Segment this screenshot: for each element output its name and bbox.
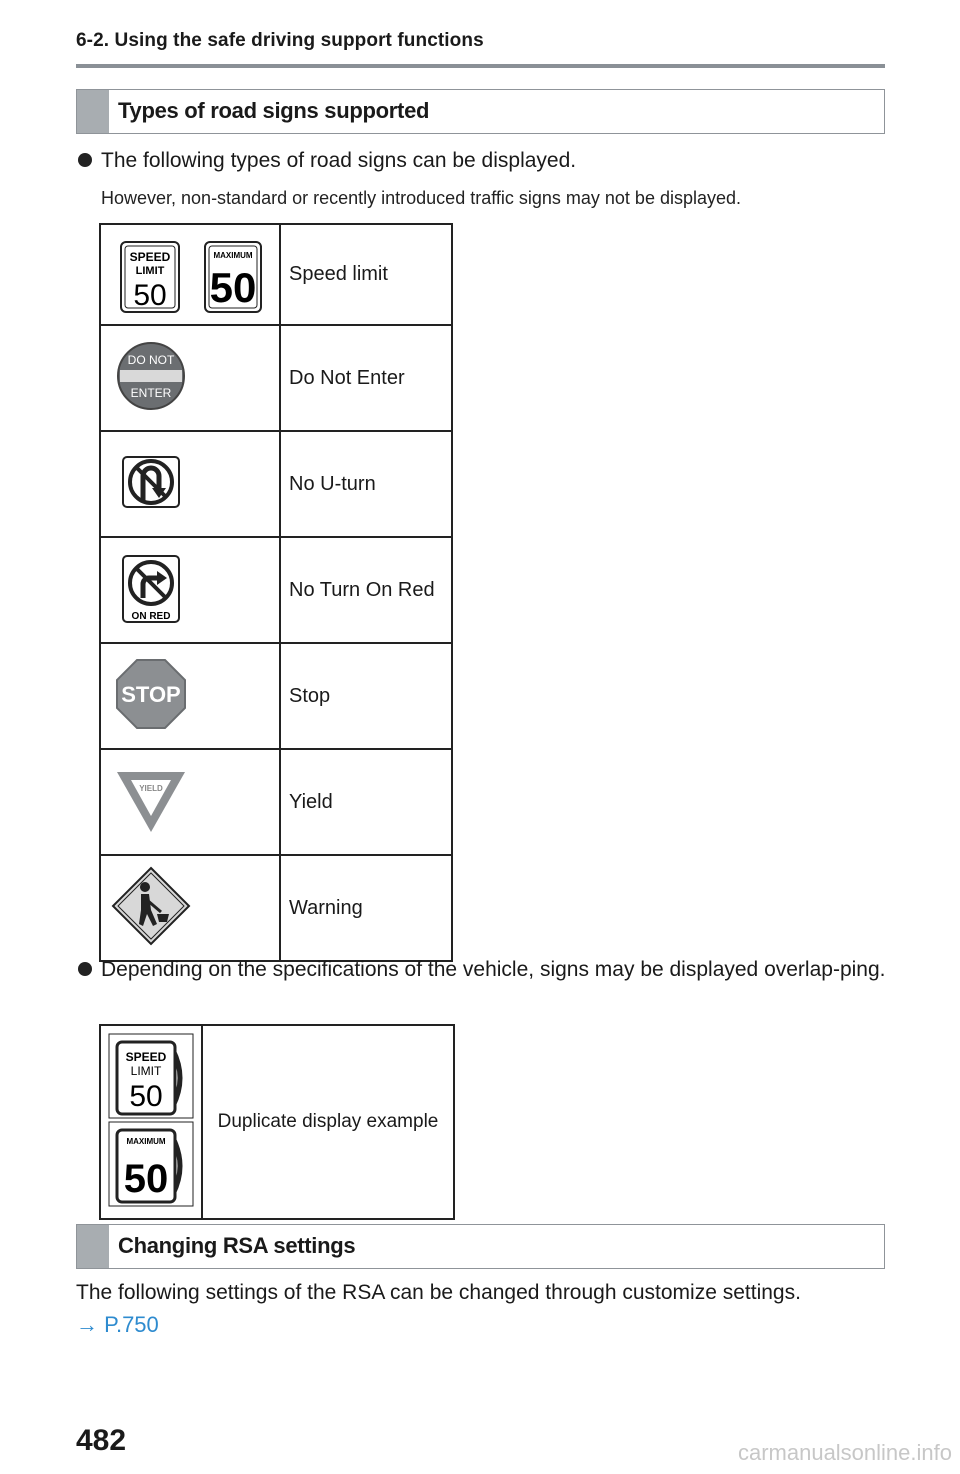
duplicate-label: Duplicate display example xyxy=(202,1025,454,1219)
sign-label: Stop xyxy=(280,643,452,749)
table-row xyxy=(100,431,452,537)
enter-text: ENTER xyxy=(130,386,172,400)
speed-text: SPEED xyxy=(129,250,171,264)
table-row xyxy=(100,224,452,325)
sign-label: No Turn On Red xyxy=(280,537,452,643)
section-heading-road-signs xyxy=(76,89,885,134)
speed-value-text: 50 xyxy=(133,279,167,312)
bullet-text: The following types of road signs can be displayed. xyxy=(101,149,577,172)
yield-text: YIELD xyxy=(139,784,163,793)
maximum-text: MAXIMUM xyxy=(213,251,253,260)
bullet-item xyxy=(76,954,886,985)
on-red-text: ON RED xyxy=(131,611,171,622)
warning-sign-icon xyxy=(101,856,279,955)
table-row xyxy=(100,1025,454,1219)
section-title: Types of road signs supported xyxy=(118,98,430,123)
section-bar xyxy=(77,90,109,133)
maximum-value-text: 50 xyxy=(123,1157,169,1201)
section-title: Changing RSA settings xyxy=(118,1233,356,1258)
speed-text: SPEED xyxy=(125,1050,167,1064)
watermark: carmanualsonline.info xyxy=(737,1440,952,1465)
sign-label: Warning xyxy=(280,855,452,961)
road-signs-table xyxy=(99,223,453,962)
stop-sign-icon xyxy=(101,644,279,743)
do-not-enter-sign-icon xyxy=(101,326,279,425)
no-u-turn-sign-icon xyxy=(101,432,279,531)
table-row xyxy=(100,749,452,855)
do-not-text: DO NOT xyxy=(127,353,175,367)
bullet-icon xyxy=(78,962,92,976)
table-row xyxy=(100,325,452,431)
note-text: However, non-standard or recently introduced traffic signs may not be displayed. xyxy=(101,188,742,208)
maximum-text: MAXIMUM xyxy=(126,1137,166,1146)
sign-label: Do Not Enter xyxy=(280,325,452,431)
yield-sign-icon xyxy=(101,750,279,849)
sign-label: No U-turn xyxy=(280,431,452,537)
bullet-item xyxy=(76,145,886,176)
bullet-text: Depending on the specifications of the vehicle, signs may be displayed overlap-ping. xyxy=(101,958,886,981)
page-number: 482 xyxy=(76,1424,127,1457)
table-row xyxy=(100,643,452,749)
limit-text: LIMIT xyxy=(130,1064,162,1078)
limit-text: LIMIT xyxy=(135,265,165,277)
page-reference-link[interactable]: → P.750 xyxy=(76,1312,159,1337)
maximum-value-text: 50 xyxy=(209,264,257,311)
bullet-icon xyxy=(78,153,92,167)
duplicate-signs-icon xyxy=(101,1026,201,1213)
table-row xyxy=(100,855,452,961)
stop-text: STOP xyxy=(121,682,181,707)
sign-label: Speed limit xyxy=(280,224,452,325)
table-row xyxy=(100,537,452,643)
sign-label: Yield xyxy=(280,749,452,855)
running-header: 6-2. Using the safe driving support functions xyxy=(76,30,484,51)
duplicate-display-table xyxy=(99,1024,455,1220)
section-heading-rsa-settings xyxy=(76,1224,885,1269)
no-turn-on-red-sign-icon xyxy=(101,538,279,637)
header-rule xyxy=(76,64,885,68)
section-bar xyxy=(77,1225,109,1268)
speed-limit-sign-icon xyxy=(101,225,279,324)
speed-value-text: 50 xyxy=(129,1080,163,1113)
body-text: The following settings of the RSA can be changed through customize settings. xyxy=(76,1281,801,1304)
